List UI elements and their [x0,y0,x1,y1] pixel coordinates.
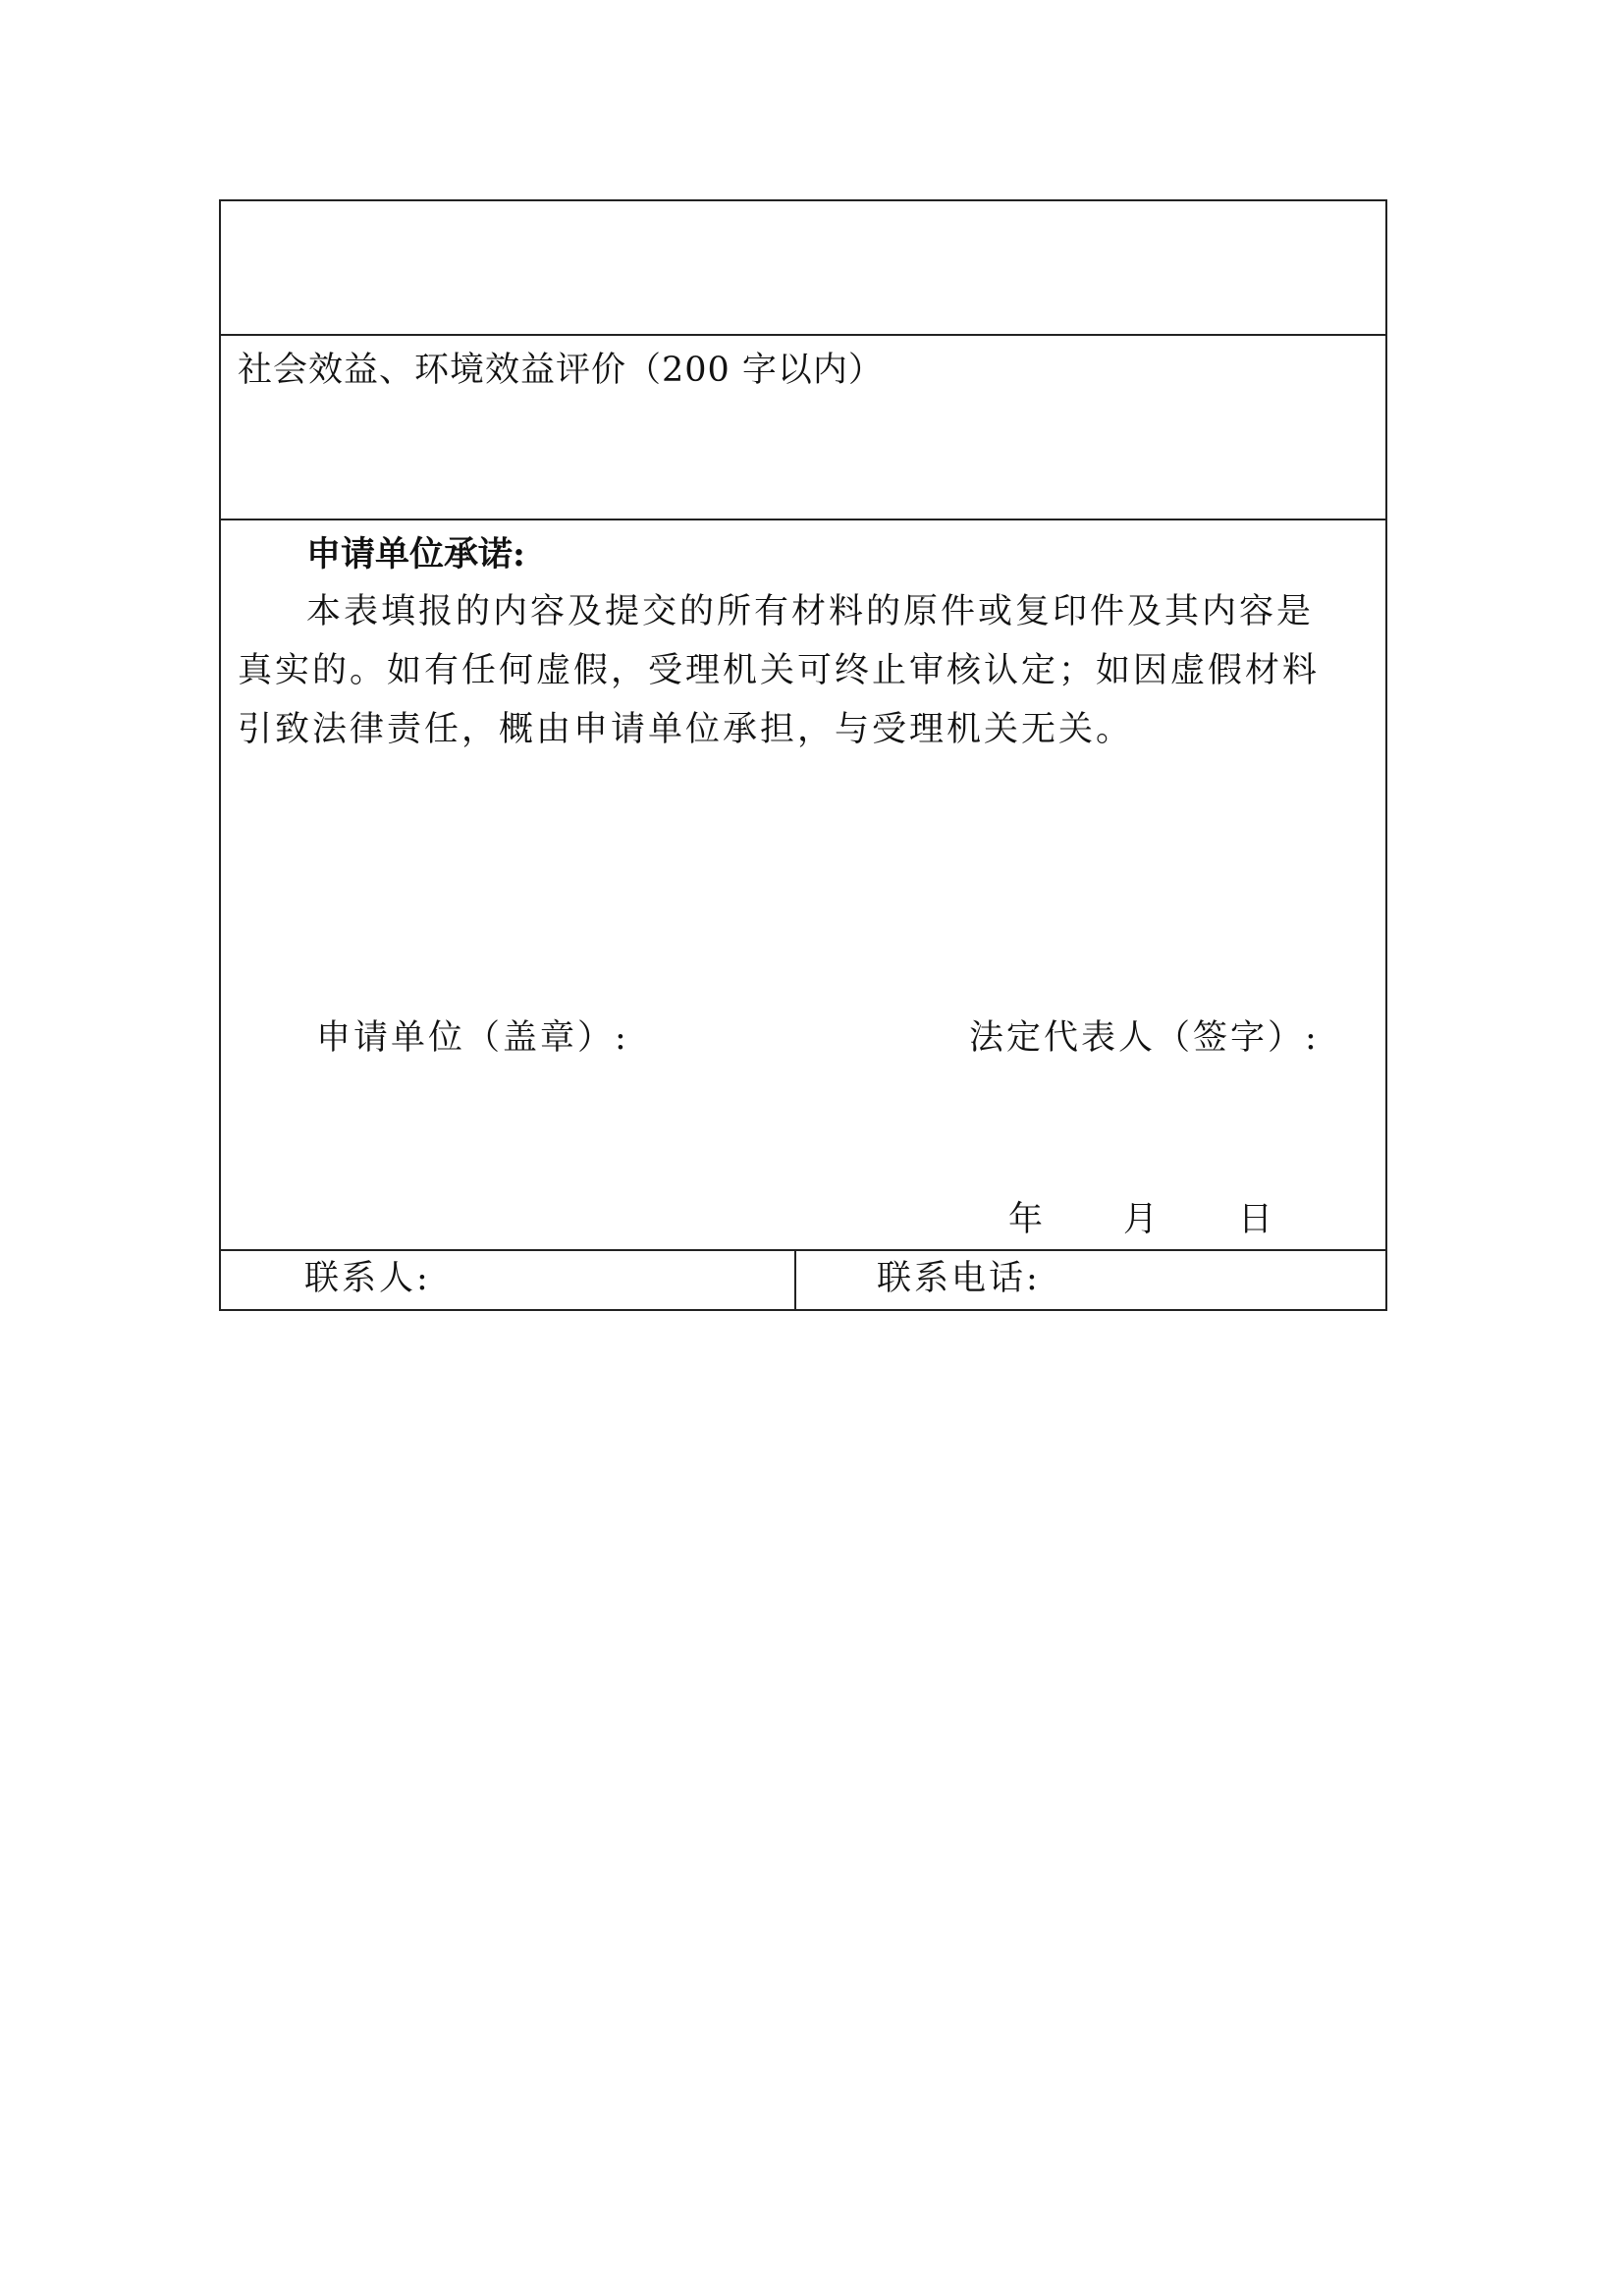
row-divider [221,519,1385,520]
row-divider [221,334,1385,336]
pledge-line: 真实的。如有任何虚假，受理机关可终止审核认定；如因虚假材料 [238,651,1321,690]
date-year-label: 年 [1008,1200,1044,1239]
pledge-title: 申请单位承诺: [306,534,525,574]
date-month-label: 月 [1123,1200,1159,1239]
row-divider [221,1249,1385,1251]
column-divider [794,1249,796,1309]
legal-representative-label: 法定代表人（签字）: [969,1018,1320,1058]
pledge-paragraph [238,582,1367,759]
applicant-seal-label: 申请单位（盖章）: [316,1018,629,1058]
contact-phone-label: 联系电话: [877,1259,1041,1298]
contact-person-label: 联系人: [304,1259,431,1298]
pledge-line: 引致法律责任，概由申请单位承担，与受理机关无关。 [238,710,1134,749]
form-table [219,199,1387,1311]
date-day-label: 日 [1238,1200,1273,1239]
pledge-line: 本表填报的内容及提交的所有材料的原件或复印件及其内容是 [306,592,1315,631]
blank-cell [221,201,1385,334]
social-env-benefit-label: 社会效益、环境效益评价（200 字以内） [238,351,884,390]
